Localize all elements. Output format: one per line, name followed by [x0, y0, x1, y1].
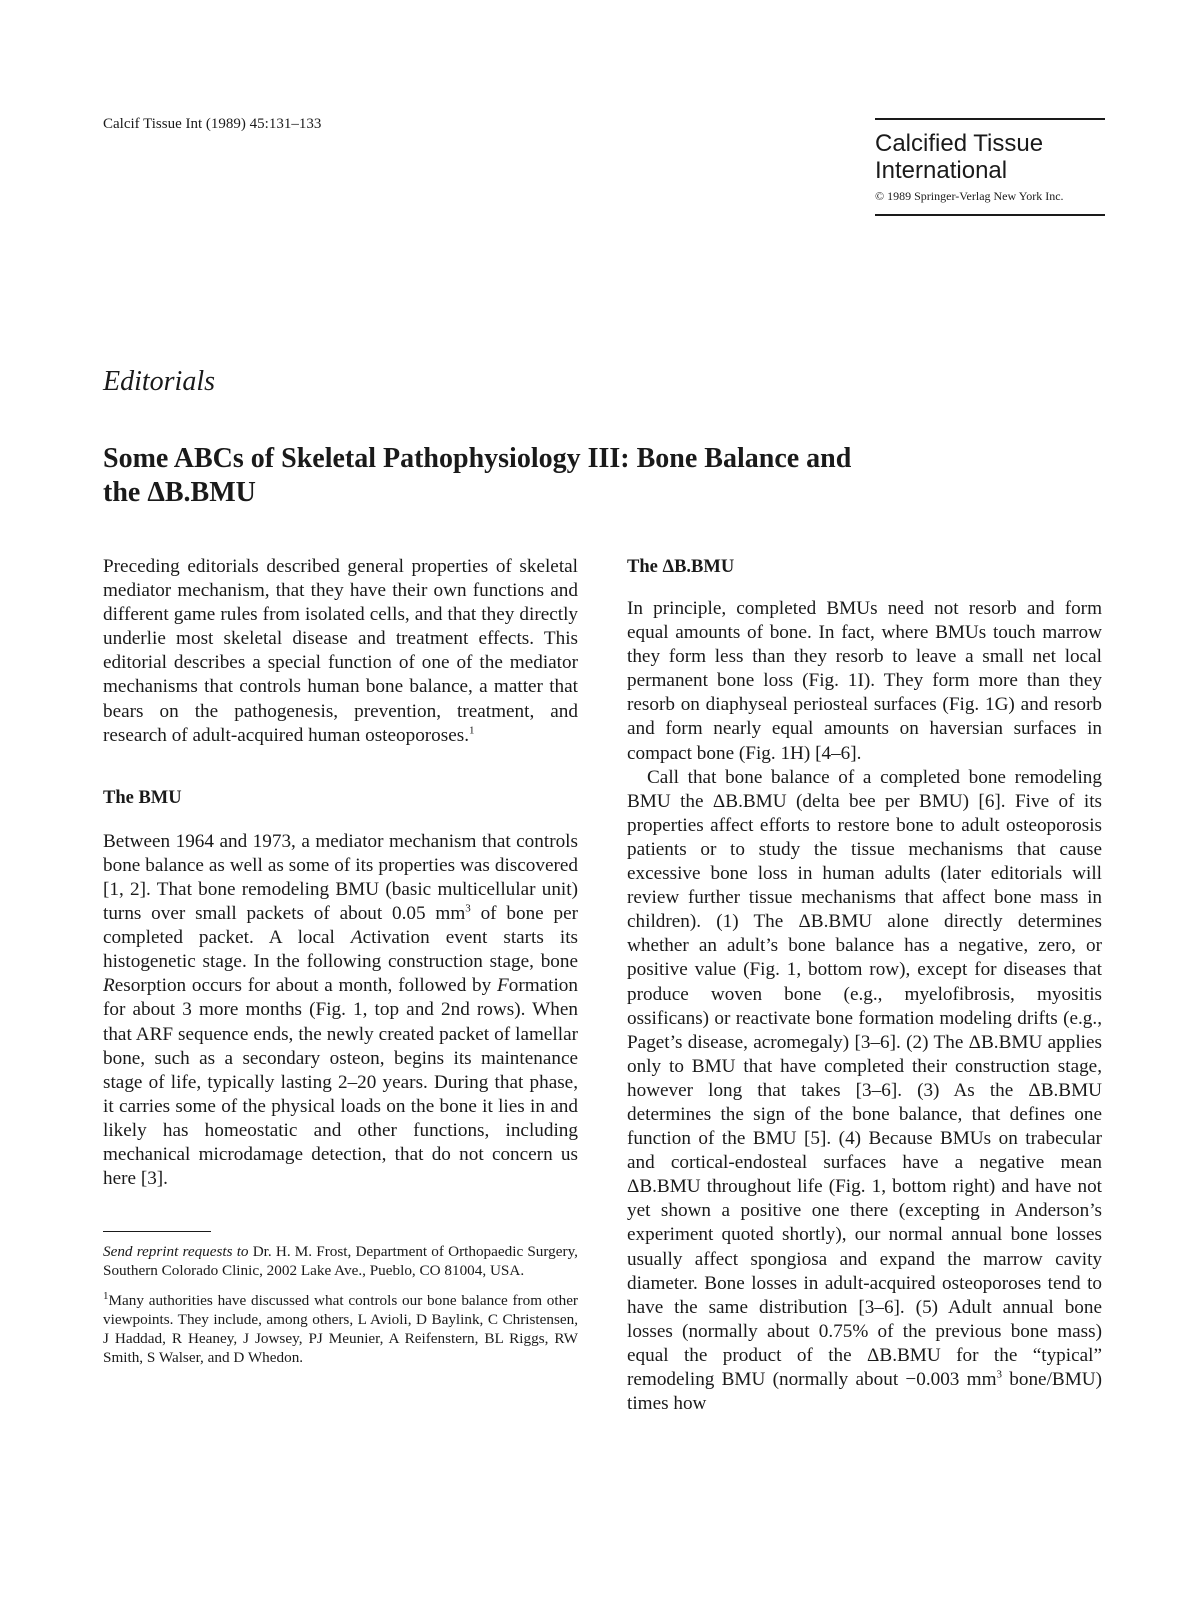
- footnote-reprint: [103, 1242, 578, 1280]
- copyright-notice: © 1989 Springer-Verlag New York Inc.: [875, 189, 1064, 203]
- footnote-1-marker: 1: [103, 1289, 109, 1302]
- bmu-text-5: ormation for about 3 more months (Fig. 1, top and 2nd rows). When that ARF sequence ends, the newly created packet of lamellar bone, such as a secondary osteon, begins its maintenance stage of life, typically lasting 2–20 years. During that phase, it carries some of the physical loads on the bone it lies in and likely has homeostatic and other functions, including mechanical microdamage detection, that do not concern us here [3].: [103, 975, 578, 1190]
- footnote-divider: [103, 1231, 211, 1232]
- left-column: [103, 555, 578, 1367]
- italic-r: R: [103, 975, 115, 997]
- heading-delta-b-bmu: The ΔB.BMU: [627, 557, 735, 577]
- heading-bmu: The BMU: [103, 787, 182, 808]
- journal-masthead: [875, 118, 1105, 216]
- right-column: [627, 555, 1102, 1416]
- intro-text: Preceding editorials described general properties of skeletal mediator mechanism, that they have their own functions and different game rules from isolated cells, and that they directly underlie most skeletal disease and treatment effects. This editorial describes a special function of one of the mediator mechanisms that controls human bone balance, a matter that bears on the pathogenesis, prevention, treatment, and research of adult-acquired human osteoporoses.: [103, 556, 578, 746]
- footnote-1-text: Many authorities have discussed what controls our bone balance from other viewpoints. They include, among others, L Avioli, D Baylink, C Christensen, J Haddad, R Heaney, J Jowsey, PJ Meunier, A Reifenstern, BL Riggs, RW Smith, S Walser, and D Whedon.: [103, 1291, 578, 1367]
- section-tag: Editorials: [103, 366, 216, 397]
- footnote-1: [103, 1291, 578, 1368]
- reprint-text: Dr. H. M. Frost, Department of Orthopaedic Surgery, Southern Colorado Clinic, 2002 Lake Ave., Pueblo, CO 81004, USA.: [103, 1243, 578, 1280]
- bmu-text-1: Between 1964 and 1973, a mediator mechanism that controls bone balance as well as some of its properties was discovered [1, 2]. That bone remodeling BMU (basic multicellular unit) turns over small packets of about 0.05 mm: [103, 830, 578, 925]
- journal-name-line2: International: [875, 157, 1008, 184]
- bmu-paragraph: [103, 830, 578, 1191]
- title-line-1: Some ABCs of Skeletal Pathophysiology III: Bone Balance and: [103, 443, 852, 474]
- delta-text-2a: Call that bone balance of a completed bone remodeling BMU the ΔB.BMU (delta bee per BMU) [6]. Five of its properties affect efforts to restore bone to adult osteoporosis patients or to study the tissue mechanisms that cause excessive bone loss in human adults (later editorials will review further tissue mechanisms that affect bone mass in children). (1) The ΔB.BMU alone directly determines whether an adult’s bone balance has a negative, zero, or positive value (Fig. 1, bottom row), except for diseases that produce woven bone (e.g., myelofibrosis, myositis ossificans) or reactivate bone formation modeling drifts (e.g., Paget’s disease, acromegaly) [3–6]. (2) The ΔB.BMU applies only to BMU that have completed their construction stage, however long that takes [3–6]. (3) As the ΔB.BMU determines the sign of the bone balance, that defines one function of the BMU [5]. (4) Because BMUs on trabecular and cortical-endosteal surfaces have a negative mean ΔB.BMU throughout life (Fig. 1, bottom right) and have not yet shown a positive one there (excepting in Anderson’s experiment quoted shortly), our normal annual bone losses usually affect spongiosa and expand the marrow cavity diameter. Bone losses in adult-acquired osteoporoses tend to have the same distribution [3–6]. (5) Adult annual bone losses (normally about 0.75% of the previous bone mass) equal the product of the ΔB.BMU for the “typical” remodeling BMU (normally about −0.003 mm: [627, 766, 1102, 1390]
- delta-paragraph-2: [627, 766, 1102, 1417]
- delta-text-2b: bone/BMU) times how: [627, 1369, 1103, 1415]
- intro-paragraph: [103, 555, 578, 748]
- bmu-text-3: ctivation event starts its histogenetic stage. In the following construction stage, bone: [103, 927, 578, 973]
- delta-paragraph-1: In principle, completed BMUs need not resorb and form equal amounts of bone. In fact, where BMUs touch marrow they form less than they resorb to leave a small net local permanent bone loss (Fig. 1I). They form more than they resorb on diaphyseal periosteal surfaces (Fig. 1G) and resorb and form nearly equal amounts on haversian surfaces in compact bone (Fig. 1H) [4–6].: [627, 598, 1102, 764]
- footnote-ref-1: 1: [469, 724, 475, 737]
- journal-citation: Calcif Tissue Int (1989) 45:131–133: [103, 116, 322, 132]
- reprint-label: Send reprint requests to: [103, 1243, 249, 1261]
- article-title: [103, 442, 923, 510]
- italic-f: F: [496, 975, 509, 997]
- superscript-3: 3: [465, 902, 471, 915]
- superscript-3b: 3: [996, 1368, 1003, 1381]
- bmu-text-2: of bone per completed packet. A local: [103, 903, 578, 949]
- italic-a: A: [350, 927, 363, 949]
- journal-name-line1: Calcified Tissue: [875, 130, 1044, 157]
- title-line-2: the ΔB.BMU: [103, 477, 256, 508]
- bmu-text-4: esorption occurs for about a month, followed by: [114, 975, 497, 997]
